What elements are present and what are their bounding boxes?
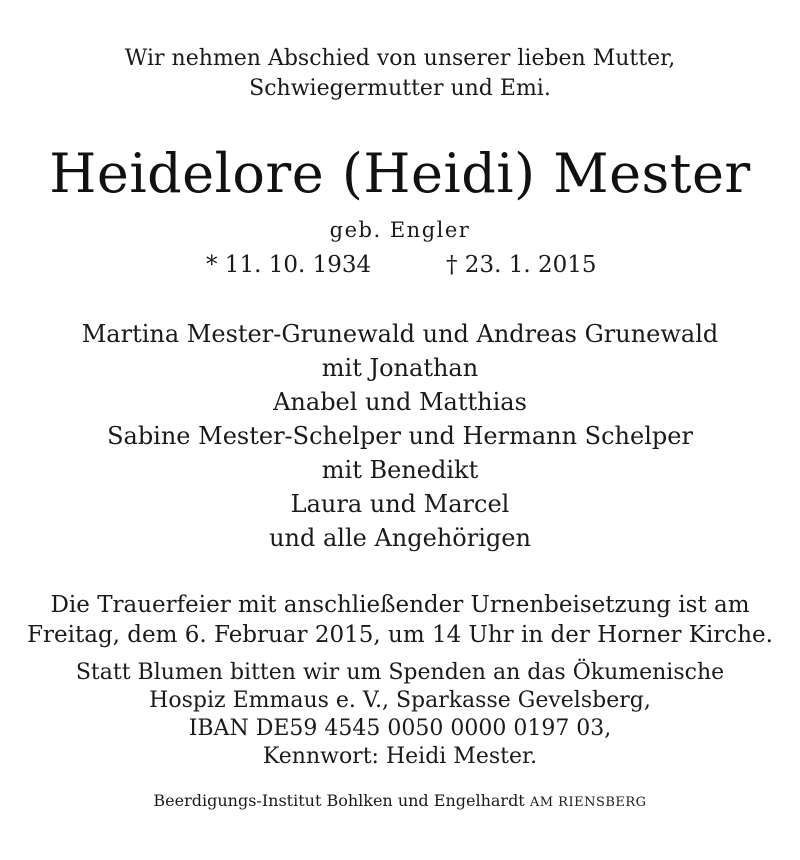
service-line-1: Die Trauerfeier mit anschließender Urnenbeisetzung ist am xyxy=(50,592,750,618)
funeral-home-location: AM RIENSBERG xyxy=(529,795,647,810)
death-date: † 23. 1. 2015 xyxy=(446,252,597,278)
service-line-2: Freitag, dem 6. Februar 2015, um 14 Uhr in der Horner Kirche. xyxy=(27,622,773,648)
funeral-home xyxy=(0,791,800,810)
donation-line-1: Statt Blumen bitten wir um Spenden an das Ökumenische xyxy=(75,660,725,685)
mourner-line: Laura und Marcel xyxy=(290,490,510,518)
intro-line-1: Wir nehmen Abschied von unserer lieben Mutter, xyxy=(124,46,676,71)
mourner-line: Anabel und Matthias xyxy=(273,388,527,416)
life-dates xyxy=(0,252,800,282)
intro-line-2: Schwiegermutter und Emi. xyxy=(249,76,551,101)
mourner-line: Martina Mester-Grunewald und Andreas Grunewald xyxy=(81,320,719,348)
birth-date: * 11. 10. 1934 xyxy=(206,252,372,278)
mourner-line: und alle Angehörigen xyxy=(269,524,531,552)
deceased-name: Heidelore (Heidi) Mester xyxy=(49,142,751,205)
donation-line-3: IBAN DE59 4545 0050 0000 0197 03, xyxy=(188,716,612,741)
mourner-line: Sabine Mester-Schelper und Hermann Schelper xyxy=(107,422,693,450)
mourner-line: mit Jonathan xyxy=(321,354,479,382)
mourner-line: mit Benedikt xyxy=(321,456,479,484)
maiden-name: geb. Engler xyxy=(329,218,471,242)
donation-line-2: Hospiz Emmaus e. V., Sparkasse Gevelsberg, xyxy=(149,688,651,713)
funeral-home-name: Beerdigungs-Institut Bohlken und Engelhardt xyxy=(153,791,525,810)
donation-line-4: Kennwort: Heidi Mester. xyxy=(262,744,538,769)
